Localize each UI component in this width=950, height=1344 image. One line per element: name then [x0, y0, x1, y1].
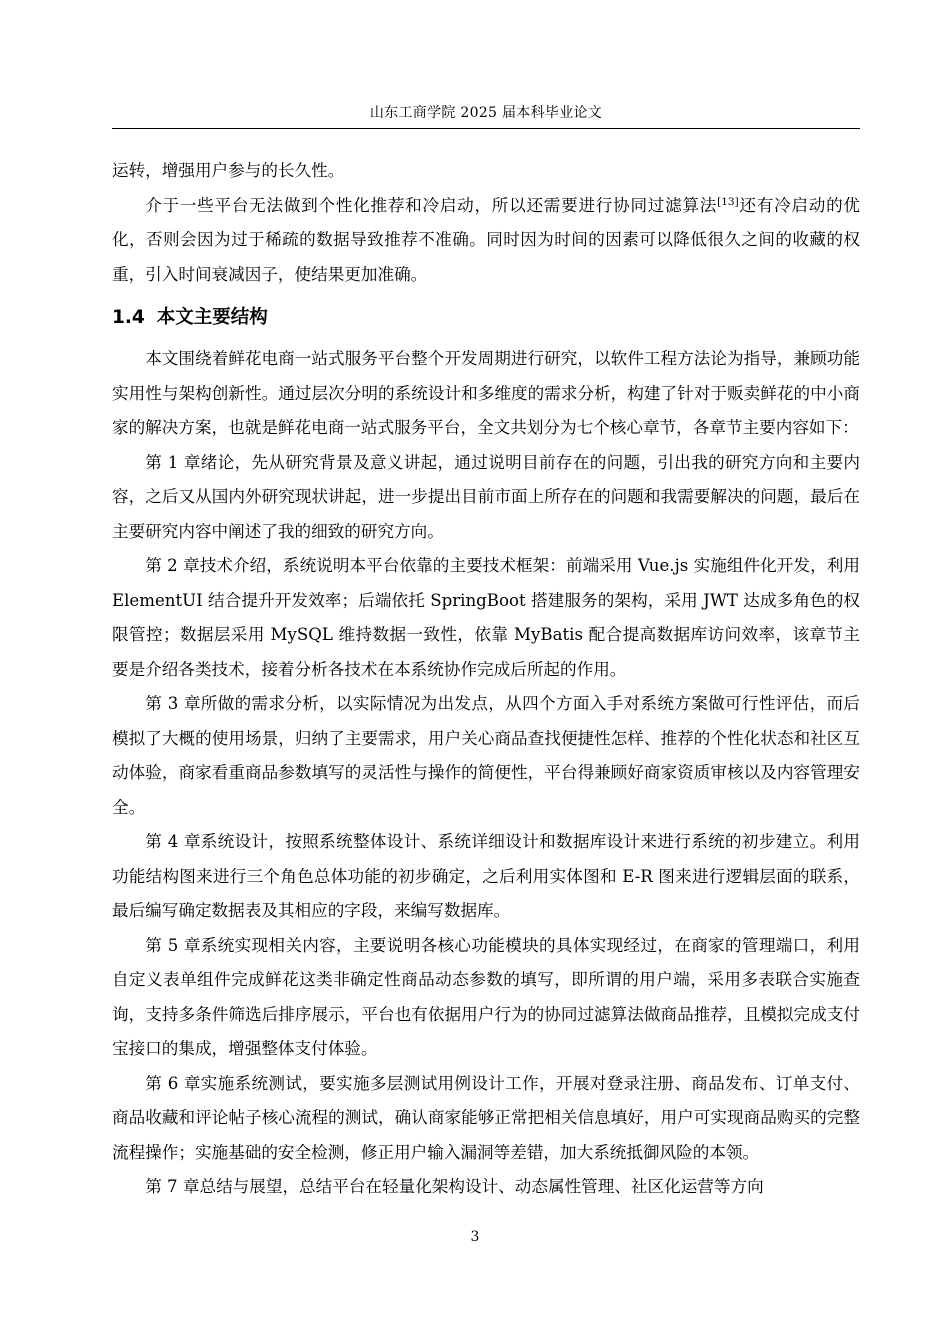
section-number: 1.4 [112, 307, 145, 328]
paragraph-chapter-3: 第 3 章所做的需求分析，以实际情况为出发点，从四个方面入手对系统方案做可行性评估，而后模拟了大概的使用场景，归纳了主要需求，用户关心商品查找便捷性怎样、推荐的个性化状态和社区互动体验，商家看重商品参数填写的灵活性与操作的简便性，平台得兼顾好商家资质审核以及内容管理安全。 [112, 694, 860, 817]
paragraph-collaborative-filtering [112, 189, 860, 293]
paragraph-overview: 本文围绕着鲜花电商一站式服务平台整个开发周期进行研究，以软件工程方法论为指导，兼顾功能实用性与架构创新性。通过层次分明的系统设计和多维度的需求分析，构建了针对于贩卖鲜花的中小商家的解决方案，也就是鲜花电商一站式服务平台，全文共划分为七个核心章节，各章节主要内容如下： [112, 349, 860, 437]
running-title: 山东工商学院 2025 届本科毕业论文 [369, 105, 603, 121]
section-title: 本文主要结构 [156, 307, 268, 328]
paragraph-chapter-6: 第 6 章实施系统测试，要实施多层测试用例设计工作，开展对登录注册、商品发布、订单支付、商品收藏和评论帖子核心流程的测试，确认商家能够正常把相关信息填好，用户可实现商品购买的完整流程操作；实施基础的安全检测，修正用户输入漏洞等差错，加大系统抵御风险的本领。 [112, 1073, 860, 1162]
running-header [112, 103, 860, 123]
page-body [112, 154, 860, 1205]
section-heading [112, 301, 860, 335]
paragraph-text-after-citation: 还有冷启动的优化，否则会因为过于稀疏的数据导致推荐不准确。同时因为时间的因素可以降低很久之间的收藏的权重，引入时间衰减因子，使结果更加准确。 [112, 195, 861, 284]
paragraph-chapter-7: 第 7 章总结与展望，总结平台在轻量化架构设计、动态属性管理、社区化运营等方向 [145, 1177, 764, 1196]
paragraph-chapter-5: 第 5 章系统实现相关内容，主要说明各核心功能模块的具体实现经过，在商家的管理端口，利用自定义表单组件完成鲜花这类非确定性商品动态参数的填写，即所谓的用户端，采用多表联合实施查询，支持多条件筛选后排序展示，平台也有依据用户行为的协同过滤算法做商品推荐，且模拟完成支付宝接口的集成，增强整体支付体验。 [112, 935, 860, 1058]
header-rule [112, 128, 860, 129]
paragraph-chapter-4: 第 4 章系统设计，按照系统整体设计、系统详细设计和数据库设计来进行系统的初步建立。利用功能结构图来进行三个角色总体功能的初步确定，之后利用实体图和 E-R 图来进行逻辑层面的联系，最后编写确定数据表及其相应的字段，来编写数据库。 [112, 832, 860, 920]
paragraph-chapter-2: 第 2 章技术介绍，系统说明本平台依靠的主要技术框架：前端采用 Vue.js 实施组件化开发，利用 ElementUI 结合提升开发效率；后端依托 SpringBoot 搭建服务的架构，采用 JWT 达成多角色的权限管控；数据层采用 MySQL 维持数据一致性，依靠 MyBatis 配合提高数据库访问效率，该章节主要是介绍各类技术，接着分析各技术在本系统协作完成后所起的作用。 [112, 556, 860, 679]
paragraph-text-before-citation: 介于一些平台无法做到个性化推荐和冷启动，所以还需要进行协同过滤算法 [145, 195, 718, 215]
citation-reference: [13] [717, 195, 739, 208]
page-number: 3 [470, 1229, 480, 1245]
paragraph-continuation: 运转，增强用户参与的长久性。 [112, 161, 345, 180]
paragraph-chapter-1: 第 1 章绪论，先从研究背景及意义讲起，通过说明目前存在的问题，引出我的研究方向和主要内容，之后又从国内外研究现状讲起，进一步提出目前市面上所存在的问题和我需要解决的问题，最后在主要研究内容中阐述了我的细致的研究方向。 [112, 452, 860, 541]
